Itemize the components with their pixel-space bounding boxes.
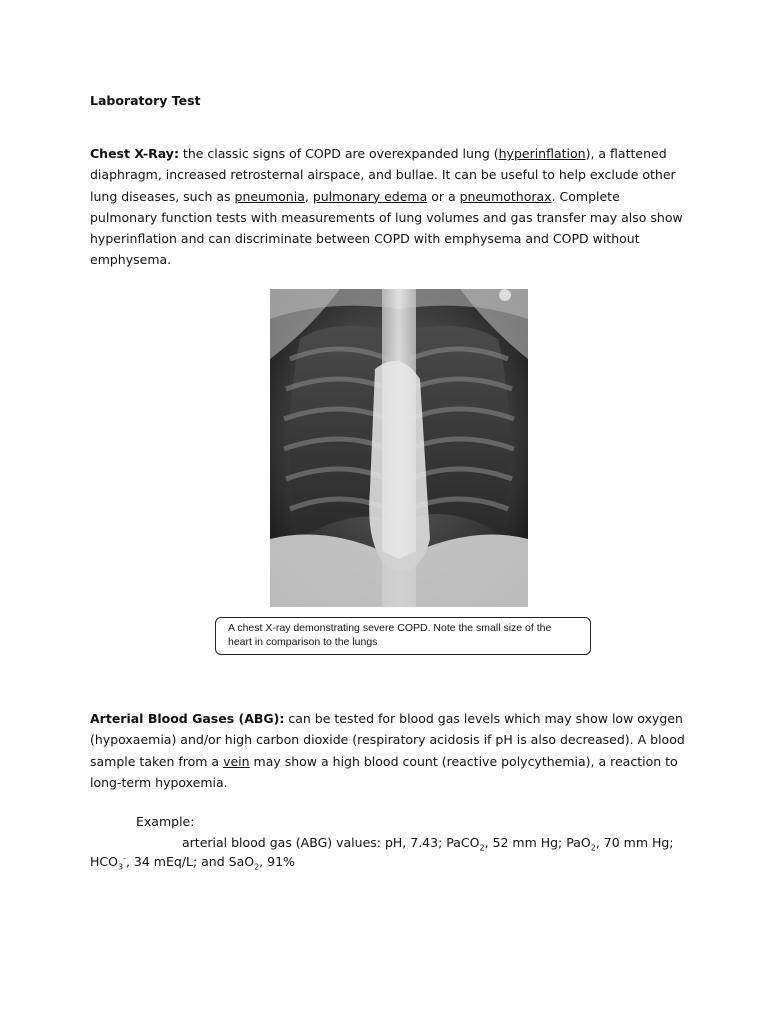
example-values-line (90, 851, 295, 872)
subscript: 2 (254, 862, 260, 872)
image-caption-box (215, 617, 591, 655)
text-run: arterial blood gas (ABG) values: pH, 7.43; PaCO (182, 835, 480, 850)
abg-label: Arterial Blood Gases (ABG): (90, 711, 285, 726)
text-run: can be tested for blood gas levels which may show low oxygen (hypoxaemia) and/or high carbon dioxide (respiratory acidosis if pH is also decreased). A blood sample taken from a (90, 711, 685, 769)
text-run: the classic signs of COPD are overexpanded lung ( (178, 146, 499, 161)
subscript: 2 (590, 843, 596, 853)
chest-xray-image (270, 289, 528, 607)
chest-xray-illustration (270, 289, 528, 607)
abg-paragraph (90, 708, 690, 793)
text-run: or a (427, 188, 460, 204)
link-hyperinflation[interactable]: hyperinflation (498, 146, 586, 161)
text-run: ), a flattened diaphragm, increased retrosternal airspace, and bullae. It can be useful to help exclude other lung diseases, such as (90, 146, 676, 204)
example-values-line (182, 832, 674, 853)
text-run: , 52 mm Hg; PaO (484, 835, 591, 850)
subscript: 2 (479, 843, 485, 853)
chest-xray-label: Chest X-Ray: (90, 146, 179, 161)
chest-xray-paragraph (90, 143, 690, 271)
superscript: - (123, 853, 126, 863)
text-run: . Complete pulmonary function tests with measurements of lung volumes and gas transfer may also show hyperinflation and can discriminate between COPD with emphysema and COPD without emphysema. (90, 188, 683, 268)
example-label: Example: (136, 814, 195, 829)
marker-icon (499, 289, 511, 301)
link-pulmonary-edema[interactable]: pulmonary edema (312, 188, 428, 204)
section-heading: Laboratory Test (90, 93, 201, 108)
image-caption-line: heart in comparison to the lungs (228, 636, 378, 648)
text-run: , (304, 188, 313, 204)
text-run: , 34 mEq/L; and SaO (125, 854, 255, 869)
link-pneumothorax[interactable]: pneumothorax (459, 188, 552, 204)
image-caption-line: A chest X-ray demonstrating severe COPD. Note the small size of the (228, 622, 552, 634)
text-run: , 70 mm Hg; (595, 835, 674, 850)
text-run: may show a high blood count (reactive polycythemia), a reaction to long-term hypoxemia. (90, 753, 678, 790)
link-pneumonia[interactable]: pneumonia (234, 188, 305, 204)
link-vein[interactable]: vein (223, 753, 250, 769)
text-run: , 91% (259, 854, 295, 869)
text-run: HCO (90, 854, 118, 869)
subscript: 3 (117, 862, 124, 872)
